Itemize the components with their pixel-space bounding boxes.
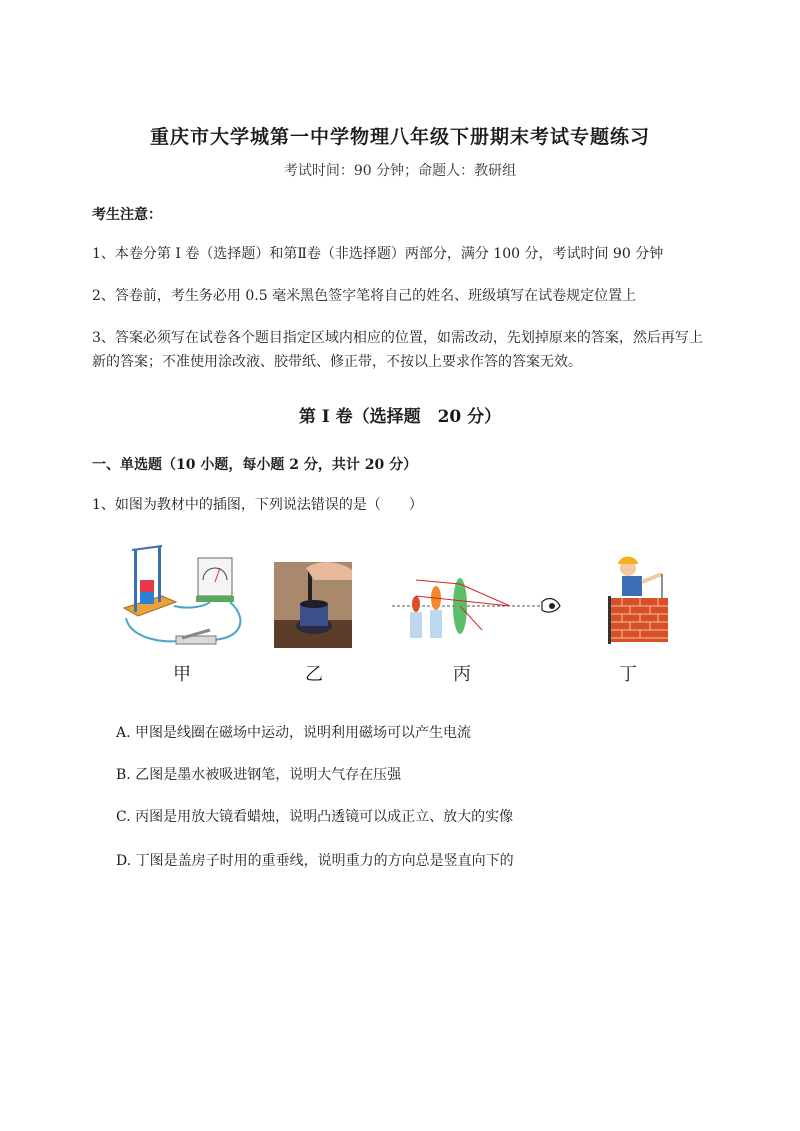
figure-label-bing: 丙 (453, 664, 471, 685)
figure-ding-illustration (608, 557, 668, 645)
option-a: A. 甲图是线圈在磁场中运动，说明利用磁场可以产生电流 (116, 725, 472, 741)
notice-item: 1、本卷分第 I 卷（选择题）和第Ⅱ卷（非选择题）两部分，满分 100 分，考试时间 90 分钟 (92, 246, 664, 262)
page-subtitle: 考试时间：90 分钟；命题人：教研组 (283, 163, 517, 179)
figure-yi-illustration (274, 562, 352, 648)
page-title: 重庆市大学城第一中学物理八年级下册期末考试专题练习 (149, 126, 650, 148)
notice-item: 3、答案必须写在试卷各个题目指定区域内相应的位置，如需改动，先划掉原来的答案，然后再写上新的答案；不准使用涂改液、胶带纸、修正带，不按以上要求作答的答案无效。 (92, 330, 703, 370)
question-stem: 1、如图为教材中的插图，下列说法错误的是（ ） (92, 497, 423, 513)
figure-jia-illustration (124, 546, 240, 644)
option-d: D. 丁图是盖房子时用的重垂线，说明重力的方向总是竖直向下的 (116, 853, 514, 869)
figure-label-ding: 丁 (619, 664, 637, 685)
figure-bing-illustration (392, 578, 560, 638)
notice-item: 2、答卷前，考生务必用 0.5 毫米黑色签字笔将自己的姓名、班级填写在试卷规定位置上 (92, 288, 637, 304)
part-heading: 一、单选题（10 小题，每小题 2 分，共计 20 分） (92, 457, 418, 473)
figure-label-yi: 乙 (305, 664, 323, 685)
section-title: 第 I 卷（选择题 20 分） (298, 407, 502, 427)
option-c: C. 丙图是用放大镜看蜡烛，说明凸透镜可以成正立、放大的实像 (116, 809, 514, 825)
figure-label-jia: 甲 (173, 664, 191, 685)
option-b: B. 乙图是墨水被吸进钢笔，说明大气存在压强 (116, 767, 402, 783)
notice-heading: 考生注意： (92, 207, 162, 223)
